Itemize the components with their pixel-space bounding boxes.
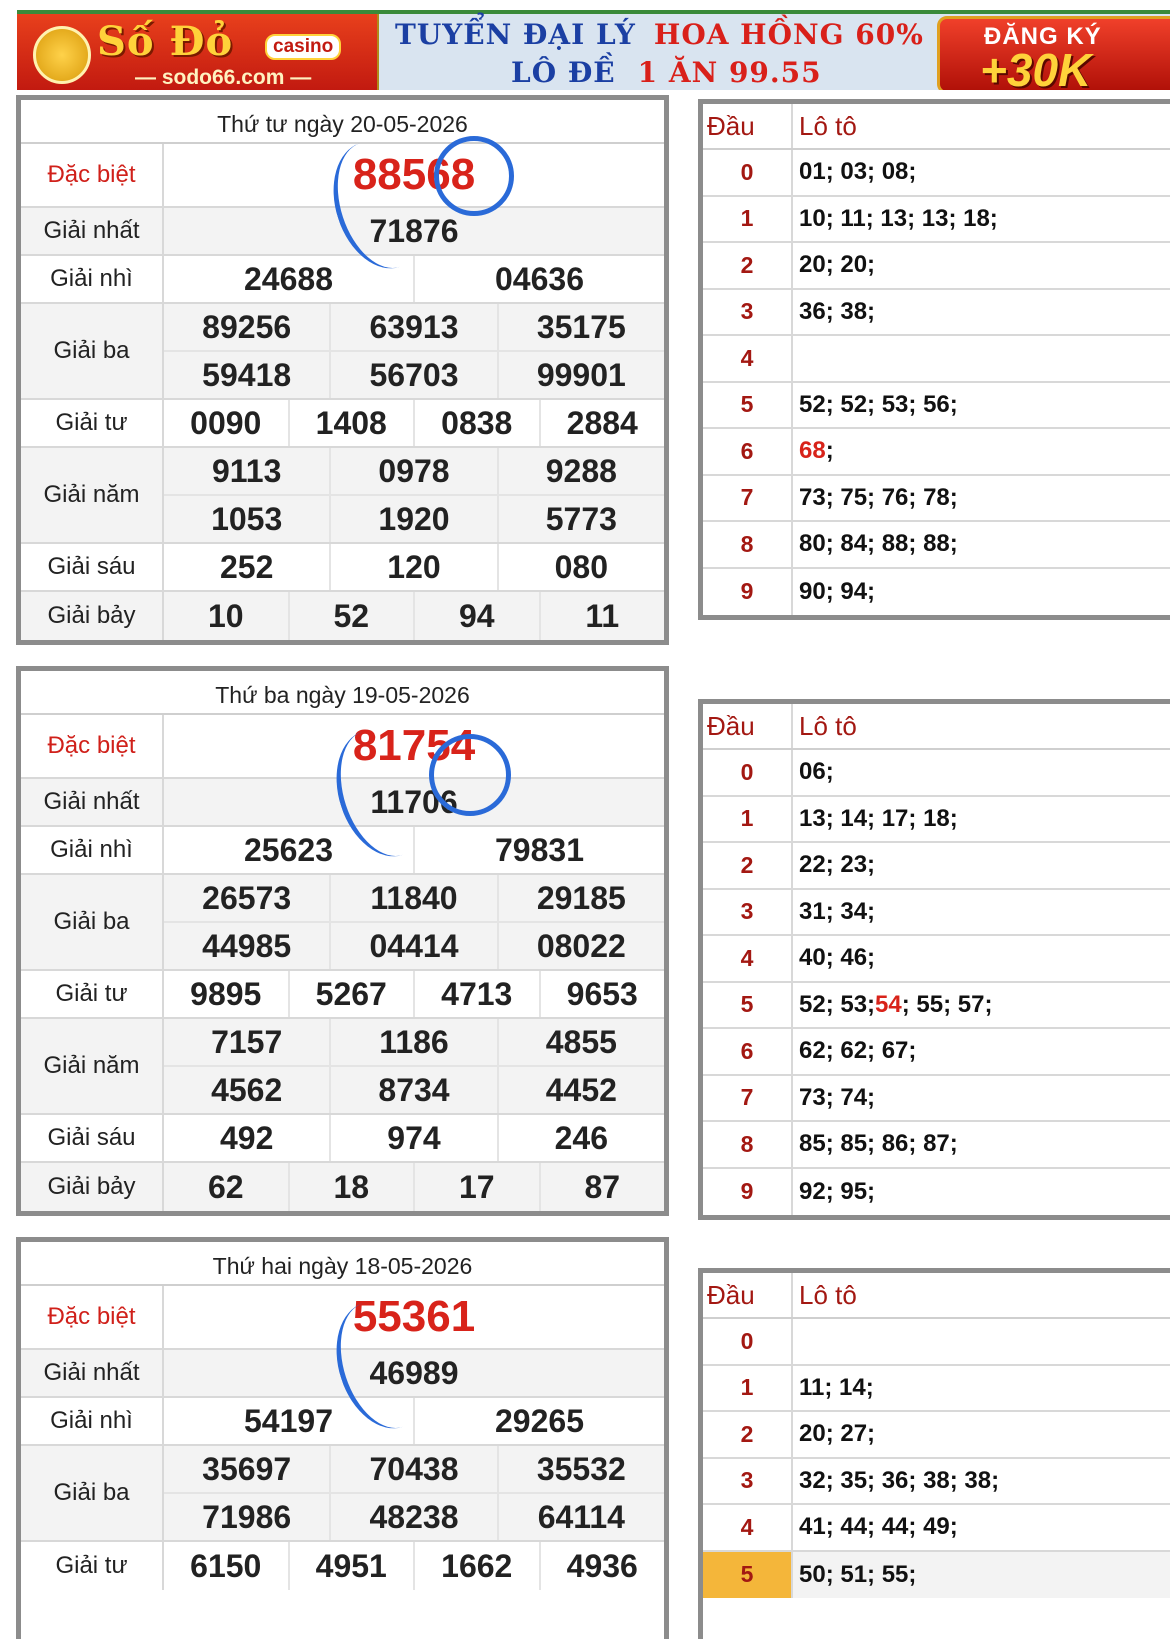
prize-label: Giải sáu: [21, 1115, 164, 1161]
prize-label: Giải nhì: [21, 256, 164, 302]
loto-row: [703, 1505, 1170, 1552]
special-prize-number: 81754: [352, 721, 476, 770]
prize-number: 29185: [497, 875, 664, 921]
loto-row: [703, 522, 1170, 569]
loto-row: [703, 1459, 1170, 1506]
register-button[interactable]: [937, 16, 1170, 90]
prize-number: 120: [329, 544, 496, 590]
circle-annotation-icon: [434, 136, 514, 216]
loto-row: [703, 1552, 1170, 1599]
prize-row-sixth: [21, 1115, 664, 1163]
loto-values: 92; 95;: [799, 1177, 876, 1205]
prize-number: 11840: [329, 875, 496, 921]
prize-number: 99901: [497, 352, 664, 398]
loto-values: [793, 336, 1170, 381]
loto-row: [703, 1076, 1170, 1123]
prize-number: 6150: [190, 1547, 262, 1584]
loto-value-text: ; 55; 57;: [901, 990, 993, 1018]
loto-values: [793, 983, 1170, 1028]
prize-number: 56703: [329, 352, 496, 398]
prize-number: 0090: [190, 404, 262, 441]
prize-row-seventh: [21, 592, 664, 640]
prize-row-fourth: [21, 1542, 664, 1590]
prize-number: 9288: [497, 448, 664, 494]
special-prize-number: 55361: [352, 1292, 476, 1341]
loto-values: [793, 429, 1170, 474]
prize-row-third: [21, 304, 664, 400]
prize-number: 64114: [497, 1494, 664, 1540]
prize-row-fourth: [21, 400, 664, 448]
loto-head-digit: 6: [703, 1029, 793, 1074]
prize-number: 0838: [413, 400, 539, 446]
prize-row-fifth: [21, 1019, 664, 1115]
prize-number: 1408: [288, 400, 414, 446]
promo-recruit-text: TUYỂN ĐẠI LÝ: [395, 18, 636, 51]
loto-values: 73; 75; 76; 78;: [799, 483, 958, 511]
logo-coin-icon: [33, 26, 91, 84]
prize-number: 9895: [190, 975, 262, 1012]
loto-values: 10; 11; 13; 13; 18;: [799, 204, 998, 232]
prize-number: 0978: [329, 448, 496, 494]
loto-head-digit: 1: [703, 797, 793, 842]
loto-head-digit: 0: [703, 750, 793, 795]
loto-values: 40; 46;: [799, 944, 876, 972]
prize-number: 70438: [329, 1446, 496, 1492]
register-bonus: +30K: [980, 44, 1092, 90]
prize-row-sixth: [21, 544, 664, 592]
prize-number: 29265: [413, 1398, 664, 1444]
register-label: ĐĂNG KÝ: [984, 23, 1102, 50]
prize-number: 35697: [202, 1450, 292, 1487]
draw-date: Thứ ba ngày 19-05-2026: [21, 671, 664, 715]
loto-head-digit: 5: [703, 983, 793, 1028]
draw-date: Thứ tư ngày 20-05-2026: [21, 100, 664, 144]
loto-table-2026-05-18: [698, 1268, 1170, 1639]
loto-table-2026-05-20: [698, 99, 1170, 620]
prize-number: 63913: [329, 304, 496, 350]
loto-row: [703, 1169, 1170, 1216]
loto-header-dau: Đầu: [703, 704, 793, 748]
loto-head-digit: 4: [703, 336, 793, 381]
prize-number: 26573: [202, 879, 292, 916]
loto-head-digit: 1: [703, 197, 793, 242]
logo-text: Số Đỏ: [97, 18, 234, 65]
loto-head-digit: 9: [703, 569, 793, 616]
prize-label: Giải ba: [21, 304, 164, 398]
prize-number: 4713: [413, 971, 539, 1017]
loto-row: [703, 1412, 1170, 1459]
loto-head-digit: 7: [703, 476, 793, 521]
prize-number: 5773: [497, 496, 664, 542]
prize-number: 87: [539, 1163, 665, 1211]
prize-number: 252: [219, 548, 274, 585]
loto-values: 01; 03; 08;: [799, 158, 917, 186]
loto-values: 62; 62; 67;: [799, 1037, 917, 1065]
loto-value-text: 52; 53;: [799, 990, 876, 1018]
prize-label: Giải năm: [21, 1019, 164, 1113]
loto-head-digit: 9: [703, 1169, 793, 1216]
prize-row-third: [21, 1446, 664, 1542]
loto-row: [703, 290, 1170, 337]
prize-label: Giải sáu: [21, 544, 164, 590]
loto-values: 20; 27;: [799, 1420, 876, 1448]
prize-label: Đặc biệt: [21, 144, 164, 206]
loto-head-digit: 2: [703, 243, 793, 288]
prize-number: 4855: [497, 1019, 664, 1065]
circle-annotation-icon: [429, 734, 511, 816]
loto-row: [703, 243, 1170, 290]
prize-label: Giải năm: [21, 448, 164, 542]
prize-row-fifth: [21, 448, 664, 544]
loto-row: [703, 983, 1170, 1030]
loto-head-digit: 8: [703, 522, 793, 567]
prize-number: 9113: [211, 452, 282, 489]
prize-number: 2884: [539, 400, 665, 446]
loto-head-digit: 6: [703, 429, 793, 474]
prize-number: 54197: [244, 1402, 333, 1439]
loto-values: 32; 35; 36; 38; 38;: [799, 1466, 1000, 1494]
prize-number: 44985: [202, 927, 292, 964]
loto-header-loto: Lô tô: [799, 110, 857, 141]
loto-values: 31; 34;: [799, 897, 876, 925]
prize-label: Giải bảy: [21, 592, 164, 640]
loto-row: [703, 476, 1170, 523]
prize-number: 492: [219, 1119, 274, 1156]
prize-number: 59418: [202, 356, 292, 393]
prize-label: Giải nhất: [21, 208, 164, 254]
loto-values: 22; 23;: [799, 851, 876, 879]
loto-values: 52; 52; 53; 56;: [799, 390, 958, 418]
loto-head-digit: 2: [703, 1412, 793, 1457]
prize-label: Giải tư: [21, 1542, 164, 1590]
prize-number: 9653: [539, 971, 665, 1017]
prize-number: 11: [539, 592, 665, 640]
logo-badge: casino: [265, 34, 341, 60]
prize-row-third: [21, 875, 664, 971]
prize-number: 1920: [329, 496, 496, 542]
draw-date: Thứ hai ngày 18-05-2026: [21, 1242, 664, 1286]
loto-values: 50; 51; 55;: [793, 1552, 1170, 1599]
loto-values: 80; 84; 88; 88;: [799, 530, 958, 558]
prize-number: 94: [413, 592, 539, 640]
loto-values: 73; 74;: [799, 1083, 876, 1111]
loto-row: [703, 1029, 1170, 1076]
loto-row: [703, 1122, 1170, 1169]
prize-number: 35175: [497, 304, 664, 350]
loto-head-digit: 1: [703, 1366, 793, 1411]
prize-number: 11706: [370, 783, 458, 820]
loto-head-digit: 7: [703, 1076, 793, 1121]
promo-line-1: [395, 18, 924, 51]
prize-number: 4936: [539, 1542, 665, 1590]
prize-number: 04636: [413, 256, 664, 302]
prize-number: 18: [288, 1163, 414, 1211]
loto-values: [793, 1319, 1170, 1364]
loto-special-value: 68: [799, 437, 826, 465]
prize-number: 52: [288, 592, 414, 640]
loto-header: [703, 704, 1170, 750]
loto-head-digit: 0: [703, 150, 793, 195]
prize-number: 974: [329, 1115, 496, 1161]
loto-header-loto: Lô tô: [799, 710, 857, 741]
promo-commission-text: HOA HỒNG 60%: [653, 18, 924, 51]
loto-head-digit: 4: [703, 936, 793, 981]
prize-number: 04414: [329, 923, 496, 969]
prize-number: 8734: [329, 1067, 496, 1113]
prize-number: 10: [207, 597, 244, 634]
loto-values: 13; 14; 17; 18;: [799, 804, 958, 832]
loto-row: [703, 750, 1170, 797]
prize-label: Giải nhì: [21, 827, 164, 873]
prize-label: Giải nhất: [21, 1350, 164, 1396]
prize-row-second: [21, 827, 664, 875]
loto-row: [703, 383, 1170, 430]
loto-head-digit: 3: [703, 1459, 793, 1504]
prize-label: Đặc biệt: [21, 1286, 164, 1348]
loto-values: 06;: [799, 758, 834, 786]
prize-number: 08022: [497, 923, 664, 969]
prize-number: 1662: [413, 1542, 539, 1590]
prize-number: 5267: [288, 971, 414, 1017]
prize-label: Giải ba: [21, 1446, 164, 1540]
prize-number: 4452: [497, 1067, 664, 1113]
prize-number: 89256: [202, 308, 292, 345]
loto-header-dau: Đầu: [703, 104, 793, 148]
prize-number: 080: [497, 544, 664, 590]
loto-head-digit: 5: [703, 383, 793, 428]
promo-banner[interactable]: [17, 10, 1170, 90]
loto-row: [703, 150, 1170, 197]
loto-values: 90; 94;: [799, 577, 876, 605]
loto-row: [703, 569, 1170, 616]
prize-number: 35532: [497, 1446, 664, 1492]
loto-row: [703, 890, 1170, 937]
loto-row: [703, 1366, 1170, 1413]
loto-values: 11; 14;: [799, 1373, 874, 1401]
promo-line-2: [511, 56, 822, 89]
prize-label: Giải bảy: [21, 1163, 164, 1211]
prize-number: 1186: [329, 1019, 496, 1065]
loto-header: [703, 104, 1170, 150]
result-table-2026-05-18: [16, 1237, 669, 1639]
promo-odds-text: 1 ĂN 99.55: [637, 56, 822, 89]
sodo-logo: [17, 14, 379, 90]
loto-values: 36; 38;: [799, 297, 876, 325]
prize-number: 24688: [244, 260, 333, 297]
prize-number: 246: [497, 1115, 664, 1161]
prize-label: Giải nhất: [21, 779, 164, 825]
prize-number: 62: [207, 1168, 244, 1205]
prize-number: 48238: [329, 1494, 496, 1540]
loto-values: 20; 20;: [799, 251, 876, 279]
loto-head-digit: 0: [703, 1319, 793, 1364]
loto-head-digit: 4: [703, 1505, 793, 1550]
prize-row-fourth: [21, 971, 664, 1019]
loto-header-dau: Đầu: [703, 1273, 793, 1317]
prize-row-second: [21, 1398, 664, 1446]
loto-row: [703, 936, 1170, 983]
loto-row: [703, 797, 1170, 844]
loto-head-digit: 3: [703, 290, 793, 335]
prize-label: Giải ba: [21, 875, 164, 969]
prize-number: 7157: [211, 1023, 283, 1060]
loto-row: [703, 843, 1170, 890]
loto-head-digit: 8: [703, 1122, 793, 1167]
prize-label: Giải nhì: [21, 1398, 164, 1444]
prize-number: 4951: [288, 1542, 414, 1590]
promo-lode-text: LÔ ĐỀ: [511, 56, 616, 89]
logo-url: — sodo66.com —: [135, 66, 312, 89]
prize-label: Giải tư: [21, 971, 164, 1017]
prize-number: 4562: [211, 1071, 283, 1108]
loto-head-digit: 3: [703, 890, 793, 935]
prize-number: 71876: [369, 212, 459, 249]
loto-table-2026-05-19: [698, 699, 1170, 1220]
prize-number: 17: [413, 1163, 539, 1211]
prize-row-second: [21, 256, 664, 304]
loto-header-loto: Lô tô: [799, 1279, 857, 1310]
prize-number: 46989: [369, 1354, 459, 1391]
loto-value-text: ;: [825, 437, 834, 465]
loto-head-digit: 5: [703, 1552, 793, 1599]
loto-head-digit: 2: [703, 843, 793, 888]
loto-row: [703, 197, 1170, 244]
prize-number: 25623: [244, 831, 333, 868]
loto-values: 85; 85; 86; 87;: [799, 1130, 958, 1158]
prize-number: 71986: [202, 1498, 292, 1535]
prize-number: 1053: [211, 500, 283, 537]
loto-header: [703, 1273, 1170, 1319]
loto-row: [703, 336, 1170, 383]
prize-label: Giải tư: [21, 400, 164, 446]
prize-row-seventh: [21, 1163, 664, 1211]
special-prize-number: 88568: [352, 150, 476, 199]
prize-label: Đặc biệt: [21, 715, 164, 777]
loto-row: [703, 429, 1170, 476]
prize-number: 79831: [413, 827, 664, 873]
loto-row: [703, 1319, 1170, 1366]
loto-values: 41; 44; 44; 49;: [799, 1513, 958, 1541]
loto-special-value: 54: [875, 990, 902, 1018]
